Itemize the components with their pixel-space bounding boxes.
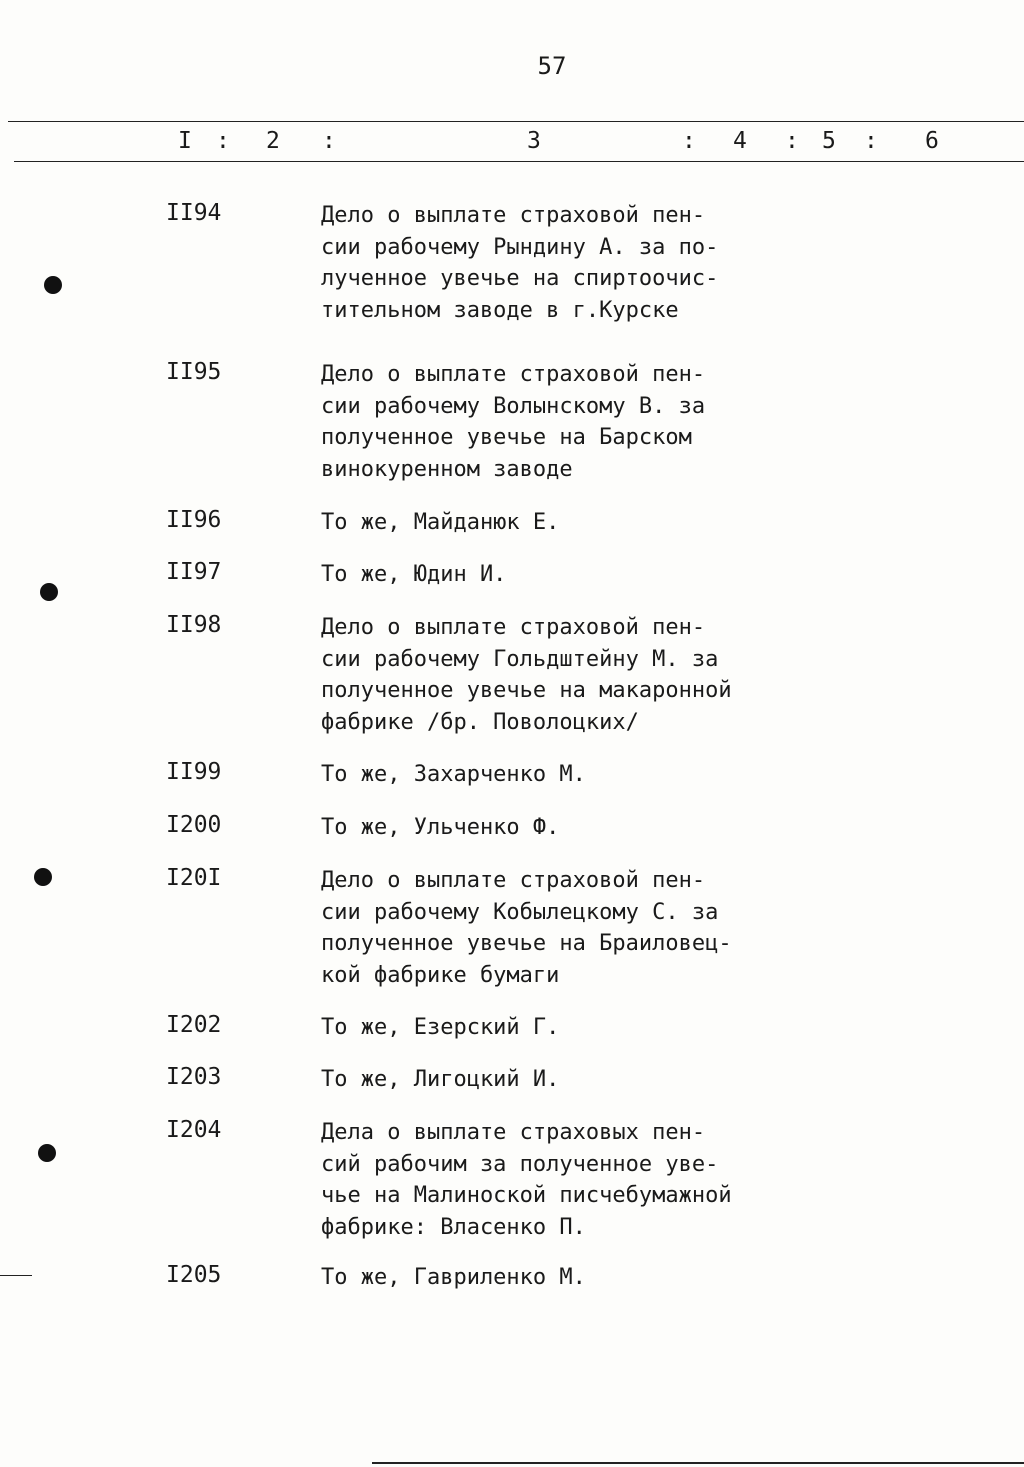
entry-number: II99 xyxy=(166,759,222,785)
entry-description: Дело о выплате страховой пен- сии рабочему Гольдштейну М. за полученное увечье на макаронной фабрике /бр. Поволоцких/ xyxy=(321,615,732,735)
entry-number: I200 xyxy=(166,812,222,838)
table-top-rule xyxy=(8,121,1024,122)
entry-description: То же, Захарченко М. xyxy=(321,762,586,787)
punch-hole-mark xyxy=(44,276,62,294)
entry-description: То же, Гавриленко М. xyxy=(321,1265,586,1290)
entry-number: II97 xyxy=(166,559,222,585)
page-bottom-rule xyxy=(372,1462,1024,1464)
column-separator: : xyxy=(785,128,799,154)
entry-description: Дело о выплате страховой пен- сии рабочему Рындину А. за по- лученное увечье на спиртоочис- тительном заводе в г.Курске xyxy=(321,203,719,323)
column-header-2: 2 xyxy=(266,128,280,154)
table-header-rule xyxy=(14,161,1024,162)
entry-number: I205 xyxy=(166,1262,222,1288)
column-header-3: 3 xyxy=(527,128,541,154)
column-separator: : xyxy=(216,128,230,154)
entry-number: II96 xyxy=(166,507,222,533)
column-header-6: 6 xyxy=(925,128,939,154)
entry-description: Дело о выплате страховой пен- сии рабочему Волынскому В. за полученное увечье на Барском винокуренном заводе xyxy=(321,362,706,482)
column-header-5: 5 xyxy=(822,128,836,154)
entry-number: I202 xyxy=(166,1012,222,1038)
entry-number: I20I xyxy=(166,865,222,891)
entry-number: II95 xyxy=(166,359,222,385)
entry-description: То же, Ульченко Ф. xyxy=(321,815,560,840)
entry-description: То же, Юдин И. xyxy=(321,562,507,587)
punch-hole-mark xyxy=(40,583,58,601)
entry-number: II94 xyxy=(166,200,222,226)
column-separator: : xyxy=(322,128,336,154)
entry-description: То же, Майданюк Е. xyxy=(321,510,560,535)
column-separator: : xyxy=(682,128,696,154)
page-number: 57 xyxy=(537,52,567,80)
entry-number: II98 xyxy=(166,612,222,638)
margin-dash xyxy=(0,1275,32,1276)
entry-number: I203 xyxy=(166,1064,222,1090)
entry-number: I204 xyxy=(166,1117,222,1143)
entry-description: Дела о выплате страховых пен- сий рабочим за полученное уве- чье на Малиноской писчебумажной фабрике: Власенко П. xyxy=(321,1120,732,1240)
entry-description: Дело о выплате страховой пен- сии рабочему Кобылецкому С. за полученное увечье на Браиловец- кой фабрике бумаги xyxy=(321,868,732,988)
entry-description: То же, Лигоцкий И. xyxy=(321,1067,560,1092)
punch-hole-mark xyxy=(34,868,52,886)
column-header-1: I xyxy=(178,128,192,154)
column-header-4: 4 xyxy=(733,128,747,154)
entry-description: То же, Езерский Г. xyxy=(321,1015,560,1040)
column-separator: : xyxy=(864,128,878,154)
punch-hole-mark xyxy=(38,1144,56,1162)
